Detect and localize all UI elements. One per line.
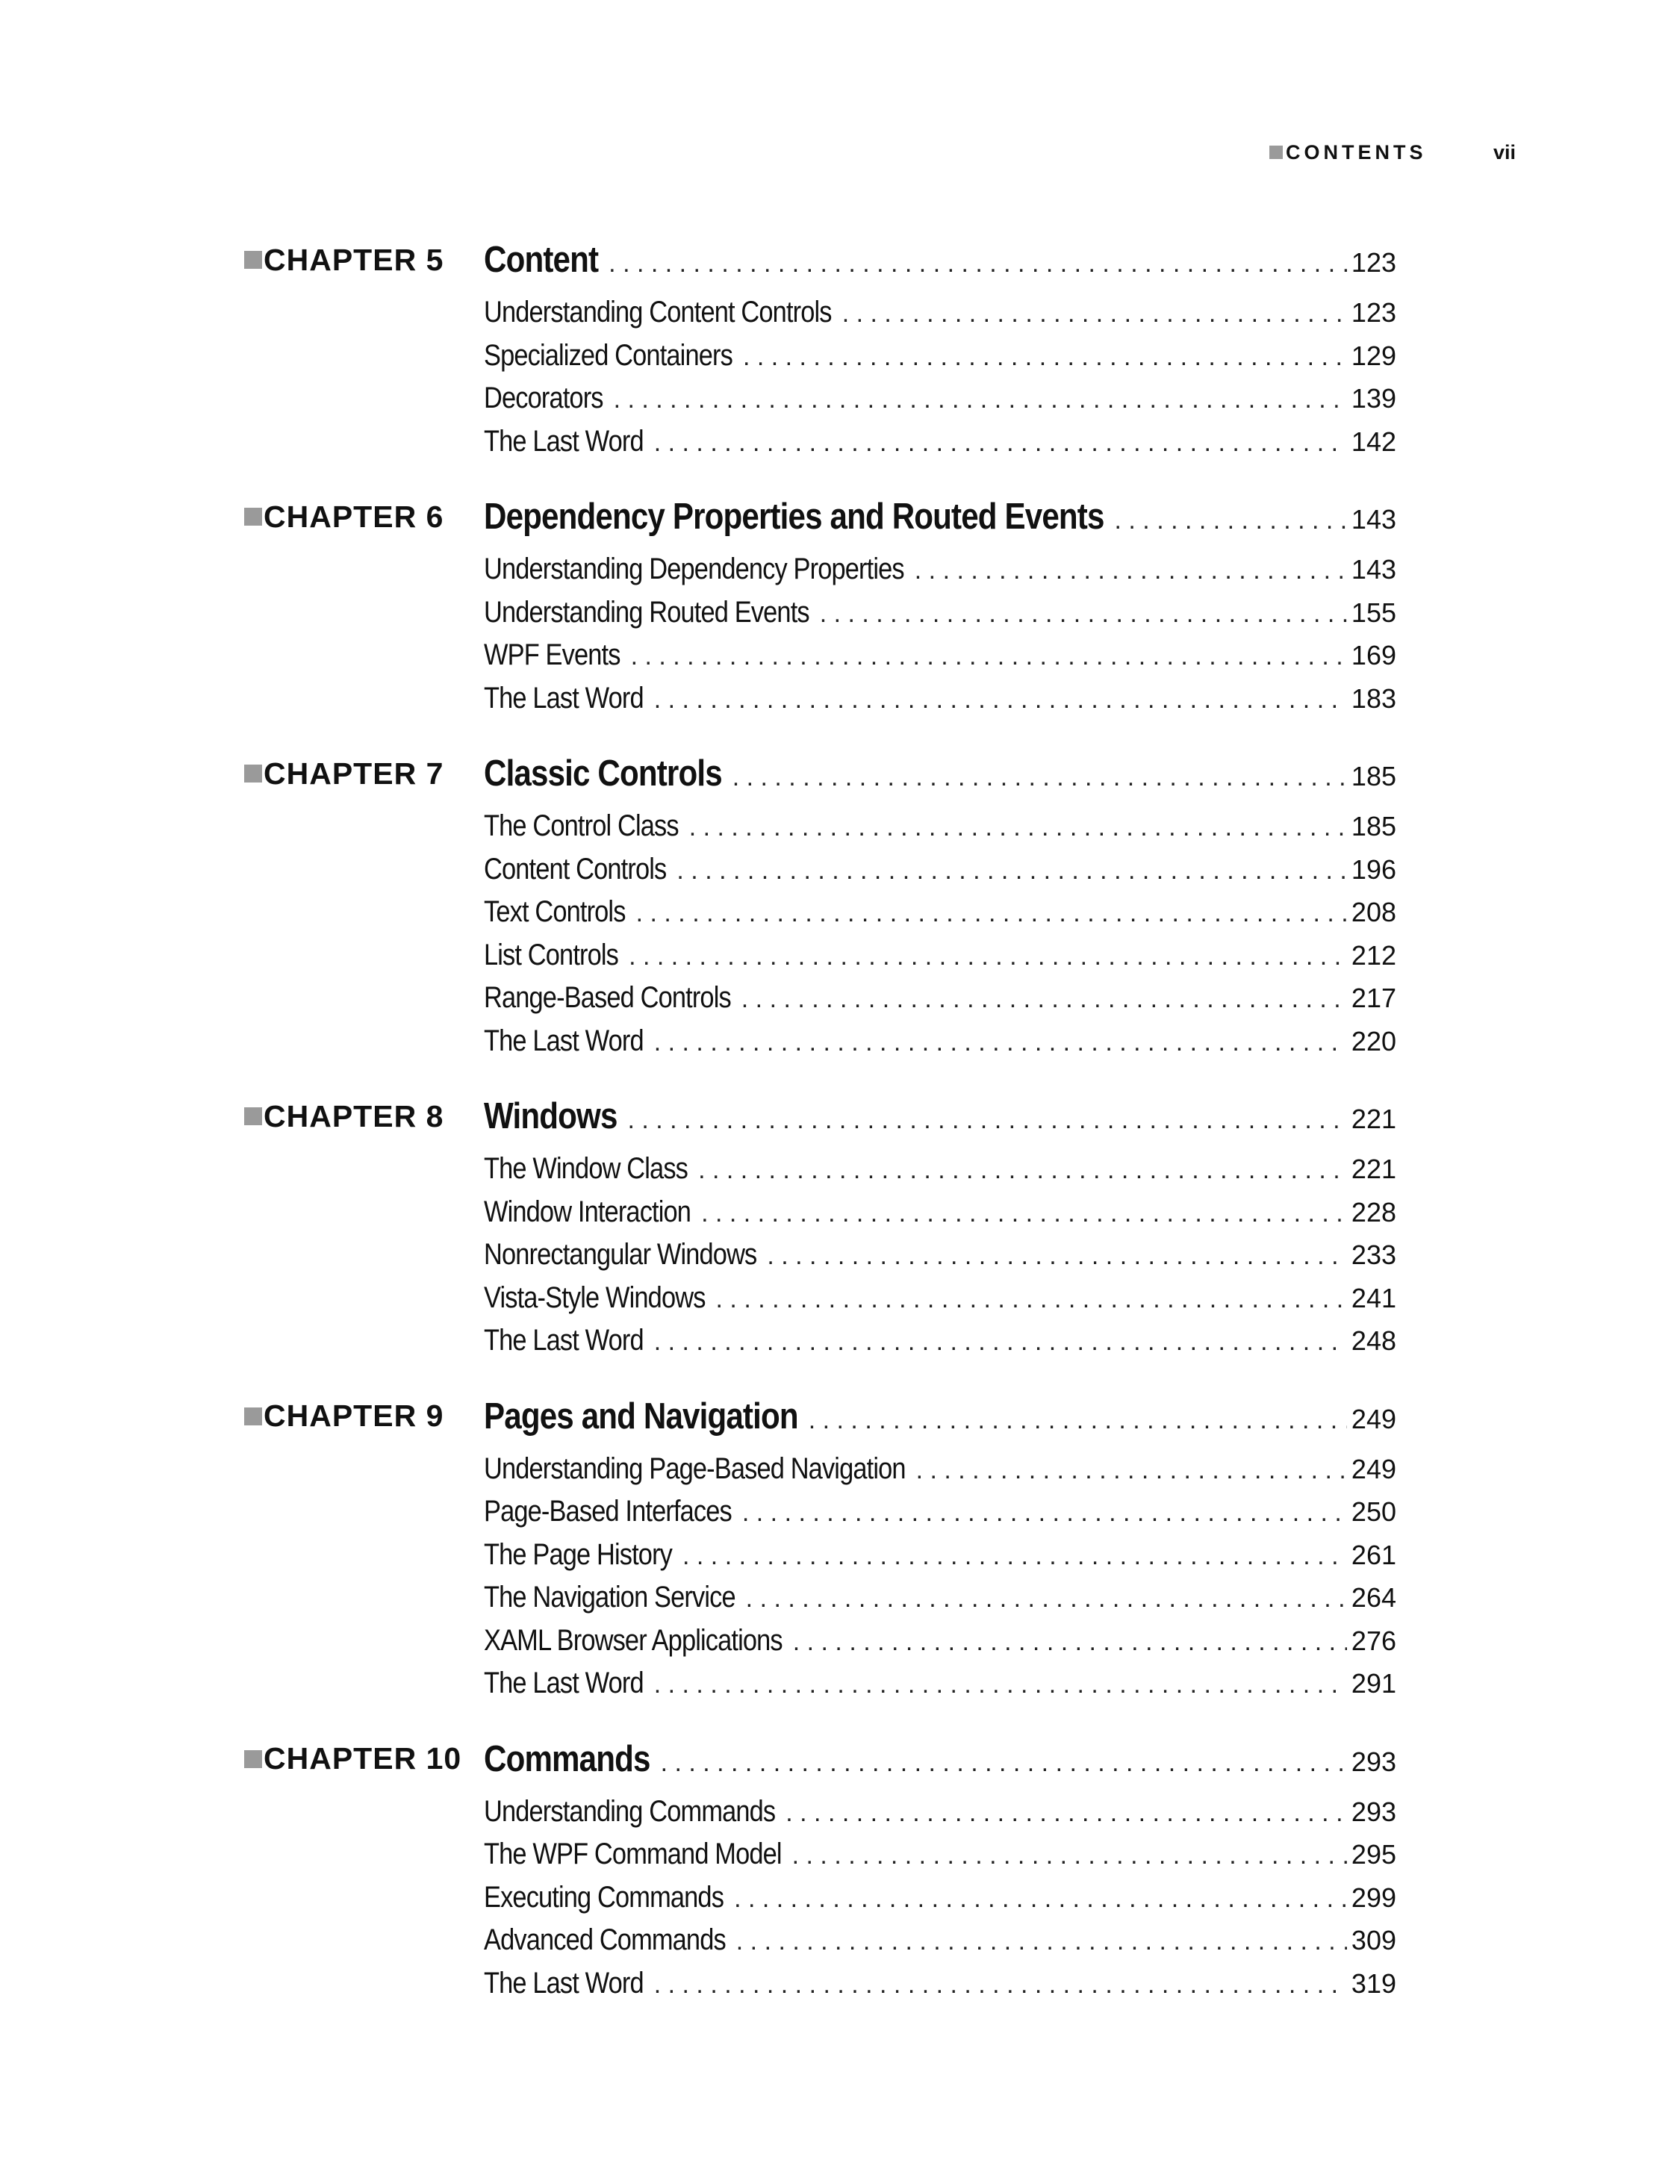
section-row-page-number: 217 [1351, 983, 1396, 1013]
dot-leader [736, 1920, 1347, 1964]
chapter-label: CHAPTER 5 [244, 237, 444, 282]
dot-leader [716, 1278, 1347, 1322]
section-row [484, 805, 1396, 848]
chapter-block [0, 751, 1680, 1063]
section-row-page-number: 249 [1351, 1453, 1396, 1484]
section-row [484, 1833, 1396, 1876]
chapter-block [0, 237, 1680, 463]
dot-leader [698, 1149, 1347, 1192]
section-row [484, 1662, 1396, 1705]
section-row-title: The Last Word [484, 1667, 644, 1699]
dot-leader [742, 1492, 1347, 1535]
dot-leader [654, 1964, 1347, 2007]
dot-leader [767, 1235, 1347, 1278]
section-row-title: Page-Based Interfaces [484, 1495, 732, 1528]
section-row [484, 1448, 1396, 1491]
section-row [484, 1620, 1396, 1663]
chapter-block [0, 1094, 1680, 1363]
section-row-title: Specialized Containers [484, 338, 732, 372]
chapter-title-row-title: Windows [484, 1096, 617, 1136]
chapter-title-row-page-number: 123 [1351, 247, 1396, 278]
chapter-entries [484, 1094, 1396, 1363]
chapter-title-row-page-number: 293 [1351, 1746, 1396, 1777]
section-row [484, 1191, 1396, 1234]
chapter-title-row [484, 1737, 1396, 1791]
section-row-page-number: 143 [1351, 554, 1396, 585]
dot-leader [631, 635, 1347, 679]
section-row-title: XAML Browser Applications [484, 1623, 783, 1657]
dot-leader [614, 379, 1347, 422]
dot-leader [792, 1835, 1347, 1878]
section-row-page-number: 220 [1351, 1025, 1396, 1057]
section-row-page-number: 196 [1351, 853, 1396, 885]
running-head-label: CONTENTS [1269, 141, 1427, 164]
dot-leader [793, 1621, 1347, 1664]
square-bullet-icon [244, 508, 262, 526]
square-bullet-icon [244, 1107, 262, 1125]
chapter-title-row-title: Commands [484, 1738, 650, 1779]
chapter-title-row-title: Pages and Navigation [484, 1396, 798, 1437]
section-row [484, 1876, 1396, 1920]
section-row-page-number: 221 [1351, 1154, 1396, 1184]
section-row [484, 1277, 1396, 1320]
dot-leader [809, 1398, 1347, 1443]
section-row-title: Range-Based Controls [484, 981, 731, 1014]
dot-leader [661, 1740, 1347, 1785]
section-row-title: Understanding Content Controls [484, 296, 832, 329]
chapter-label: CHAPTER 6 [244, 494, 444, 539]
section-row [484, 848, 1396, 892]
section-row-title: Text Controls [484, 895, 626, 928]
chapter-label: CHAPTER 10 [244, 1737, 461, 1782]
section-row-title: The Navigation Service [484, 1581, 735, 1614]
dot-leader [654, 1321, 1347, 1364]
section-row [484, 891, 1396, 934]
section-row [484, 934, 1396, 977]
section-row-page-number: 250 [1351, 1496, 1396, 1527]
section-row-page-number: 228 [1351, 1196, 1396, 1228]
section-row-page-number: 123 [1351, 297, 1396, 328]
section-row-page-number: 248 [1351, 1325, 1396, 1356]
square-bullet-icon [244, 1750, 262, 1768]
section-row-title: The Last Word [484, 1024, 644, 1057]
dot-leader [654, 1664, 1347, 1707]
section-row [484, 420, 1396, 464]
table-of-contents [0, 237, 1680, 2036]
dot-leader [734, 1878, 1347, 1921]
section-row [484, 591, 1396, 635]
square-bullet-icon [244, 1407, 262, 1425]
section-row-title: Understanding Dependency Properties [484, 553, 904, 585]
chapter-label: CHAPTER 8 [244, 1094, 444, 1139]
section-row [484, 1919, 1396, 1962]
section-row-page-number: 185 [1351, 811, 1396, 841]
section-row-title: Understanding Page-Based Navigation [484, 1452, 906, 1485]
dot-leader [842, 293, 1347, 336]
dot-leader [732, 755, 1347, 800]
section-row [484, 1148, 1396, 1191]
section-row-title: The Page History [484, 1537, 673, 1571]
dot-leader [746, 1578, 1347, 1621]
section-row-title: The WPF Command Model [484, 1838, 782, 1870]
square-bullet-icon [1269, 146, 1283, 159]
dot-leader [627, 1098, 1346, 1142]
chapter-title-row-page-number: 249 [1351, 1403, 1396, 1434]
section-row-page-number: 233 [1351, 1239, 1396, 1270]
section-row-title: Vista-Style Windows [484, 1281, 706, 1314]
chapter-title-row-title: Classic Controls [484, 753, 722, 794]
chapter-block [0, 1394, 1680, 1705]
chapter-title-row [484, 1394, 1396, 1448]
chapter-entries [484, 751, 1396, 1063]
dot-leader [701, 1192, 1347, 1236]
section-row-page-number: 295 [1351, 1839, 1396, 1870]
section-row-title: Window Interaction [484, 1195, 691, 1228]
chapter-title-row [484, 1094, 1396, 1148]
section-row-page-number: 208 [1351, 897, 1396, 927]
section-row-page-number: 261 [1351, 1539, 1396, 1570]
section-row-title: Decorators [484, 382, 603, 414]
chapter-title-row-page-number: 185 [1351, 761, 1396, 791]
section-row [484, 634, 1396, 677]
chapter-title-row [484, 751, 1396, 805]
dot-leader [654, 422, 1347, 465]
section-row [484, 1020, 1396, 1063]
section-row [484, 1490, 1396, 1534]
section-row [484, 1319, 1396, 1363]
chapter-title-row-page-number: 221 [1351, 1104, 1396, 1134]
chapter-title-row-title: Dependency Properties and Routed Events [484, 497, 1104, 537]
dot-leader [654, 1021, 1347, 1065]
section-row-page-number: 293 [1351, 1796, 1396, 1827]
dot-leader [820, 593, 1347, 636]
chapter-label: CHAPTER 7 [244, 751, 444, 796]
dot-leader [1115, 498, 1347, 543]
dot-leader [741, 978, 1347, 1021]
chapter-entries [484, 1737, 1396, 2006]
section-row [484, 291, 1396, 335]
chapter-entries [484, 1394, 1396, 1705]
dot-leader [915, 550, 1347, 593]
section-row-page-number: 241 [1351, 1282, 1396, 1313]
section-row-title: The Last Word [484, 1966, 644, 2000]
section-row-title: The Control Class [484, 809, 679, 842]
dot-leader [785, 1792, 1347, 1835]
section-row-page-number: 319 [1351, 1967, 1396, 1999]
section-row-page-number: 183 [1351, 682, 1396, 714]
section-row-title: Understanding Routed Events [484, 595, 809, 629]
square-bullet-icon [244, 251, 262, 269]
section-row-title: Executing Commands [484, 1880, 724, 1914]
dot-leader [636, 892, 1347, 936]
dot-leader [689, 806, 1347, 850]
chapter-block [0, 494, 1680, 720]
chapter-title-row [484, 494, 1396, 548]
section-row-page-number: 142 [1351, 426, 1396, 457]
chapter-title-row [484, 237, 1396, 291]
running-head-page-number: vii [1493, 140, 1516, 164]
chapter-label: CHAPTER 9 [244, 1394, 444, 1439]
section-row [484, 1233, 1396, 1277]
section-row-title: Content Controls [484, 852, 667, 886]
section-row-title: The Window Class [484, 1152, 688, 1185]
section-row-title: The Last Word [484, 681, 644, 715]
section-row-page-number: 212 [1351, 939, 1396, 971]
section-row-page-number: 139 [1351, 383, 1396, 414]
dot-leader [654, 679, 1347, 722]
section-row-page-number: 129 [1351, 340, 1396, 371]
dot-leader [682, 1535, 1347, 1578]
square-bullet-icon [244, 765, 262, 783]
section-row [484, 1576, 1396, 1620]
running-head [1269, 137, 1516, 167]
section-row [484, 677, 1396, 721]
dot-leader [676, 850, 1347, 893]
dot-leader [916, 1449, 1347, 1493]
chapter-title-row-page-number: 143 [1351, 504, 1396, 535]
section-row-title: Advanced Commands [484, 1923, 726, 1956]
chapter-title-row-title: Content [484, 240, 599, 280]
section-row [484, 335, 1396, 378]
dot-leader [629, 936, 1347, 979]
section-row-page-number: 264 [1351, 1582, 1396, 1613]
section-row-title: Nonrectangular Windows [484, 1238, 757, 1271]
section-row-page-number: 155 [1351, 597, 1396, 628]
section-row-page-number: 299 [1351, 1882, 1396, 1913]
section-row-page-number: 276 [1351, 1625, 1396, 1656]
section-row-title: List Controls [484, 938, 619, 971]
section-row [484, 1791, 1396, 1834]
section-row-page-number: 169 [1351, 640, 1396, 671]
section-row-title: The Last Word [484, 1324, 644, 1357]
dot-leader [743, 336, 1347, 379]
section-row-title: Understanding Commands [484, 1794, 776, 1828]
section-row [484, 548, 1396, 591]
chapter-block [0, 1737, 1680, 2006]
section-row-title: The Last Word [484, 424, 644, 458]
chapter-entries [484, 494, 1396, 720]
section-row-page-number: 309 [1351, 1925, 1396, 1956]
section-row-title: WPF Events [484, 638, 620, 671]
section-row-page-number: 291 [1351, 1668, 1396, 1699]
chapter-entries [484, 237, 1396, 463]
section-row [484, 1534, 1396, 1577]
section-row [484, 377, 1396, 420]
section-row [484, 977, 1396, 1020]
section-row [484, 1962, 1396, 2006]
dot-leader [609, 241, 1347, 286]
